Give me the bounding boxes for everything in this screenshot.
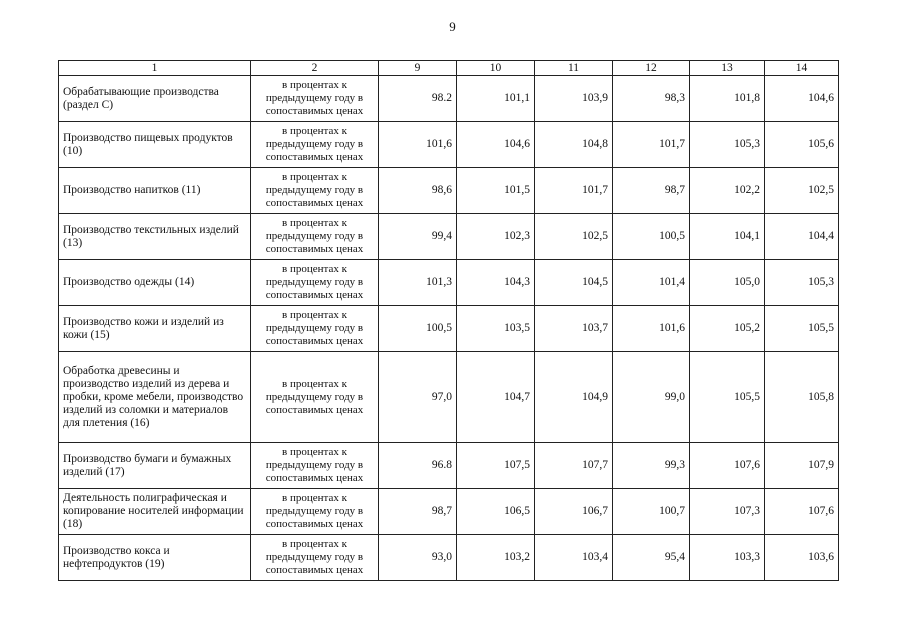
unit-cell: в процентах к предыдущему году в сопоставимых ценах [251,168,379,214]
value-cell: 103,6 [765,535,839,581]
value-cell: 103,7 [535,306,613,352]
unit-cell: в процентах к предыдущему году в сопоставимых ценах [251,214,379,260]
unit-cell: в процентах к предыдущему году в сопоставимых ценах [251,443,379,489]
value-cell: 95,4 [613,535,690,581]
value-cell: 99,0 [613,352,690,443]
table-row [59,168,839,214]
value-cell: 101,1 [457,76,535,122]
value-cell: 106,7 [535,489,613,535]
value-cell: 104,6 [457,122,535,168]
industry-name: Обрабатывающие производства (раздел С) [59,76,251,122]
value-cell: 107,7 [535,443,613,489]
unit-cell: в процентах к предыдущему году в сопоставимых ценах [251,489,379,535]
value-cell: 101,7 [613,122,690,168]
value-cell: 104,4 [765,214,839,260]
table-row [59,214,839,260]
industry-name: Производство кокса и нефтепродуктов (19) [59,535,251,581]
value-cell: 104,7 [457,352,535,443]
table-row [59,122,839,168]
table-row [59,76,839,122]
value-cell: 106,5 [457,489,535,535]
industry-name: Производство текстильных изделий (13) [59,214,251,260]
industry-name: Производство кожи и изделий из кожи (15) [59,306,251,352]
value-cell: 97,0 [379,352,457,443]
value-cell: 101,3 [379,260,457,306]
value-cell: 105,0 [690,260,765,306]
column-header: 13 [690,61,765,76]
value-cell: 104,9 [535,352,613,443]
unit-cell: в процентах к предыдущему году в сопоставимых ценах [251,76,379,122]
column-header: 1 [59,61,251,76]
industry-name: Производство одежды (14) [59,260,251,306]
value-cell: 101,4 [613,260,690,306]
table-row [59,489,839,535]
value-cell: 107,3 [690,489,765,535]
unit-cell: в процентах к предыдущему году в сопоставимых ценах [251,306,379,352]
value-cell: 99,4 [379,214,457,260]
value-cell: 101,8 [690,76,765,122]
column-header: 9 [379,61,457,76]
value-cell: 103,9 [535,76,613,122]
value-cell: 105,5 [765,306,839,352]
unit-cell: в процентах к предыдущему году в сопоставимых ценах [251,260,379,306]
value-cell: 103,2 [457,535,535,581]
table-row [59,443,839,489]
industry-name: Производство напитков (11) [59,168,251,214]
value-cell: 103,3 [690,535,765,581]
unit-cell: в процентах к предыдущему году в сопоставимых ценах [251,352,379,443]
unit-cell: в процентах к предыдущему году в сопоставимых ценах [251,122,379,168]
table-row [59,535,839,581]
value-cell: 99,3 [613,443,690,489]
value-cell: 105,8 [765,352,839,443]
industry-name: Производство пищевых продуктов (10) [59,122,251,168]
value-cell: 104,5 [535,260,613,306]
header-row [59,61,839,76]
column-header: 14 [765,61,839,76]
value-cell: 105,2 [690,306,765,352]
value-cell: 102,2 [690,168,765,214]
value-cell: 105,3 [690,122,765,168]
page-number: 9 [449,19,456,34]
industry-name: Деятельность полиграфическая и копирование носителей информации (18) [59,489,251,535]
value-cell: 102,5 [765,168,839,214]
value-cell: 93,0 [379,535,457,581]
value-cell: 103,5 [457,306,535,352]
unit-cell: в процентах к предыдущему году в сопоставимых ценах [251,535,379,581]
value-cell: 103,4 [535,535,613,581]
value-cell: 107,6 [690,443,765,489]
value-cell: 104,6 [765,76,839,122]
value-cell: 105,3 [765,260,839,306]
value-cell: 107,9 [765,443,839,489]
value-cell: 107,5 [457,443,535,489]
value-cell: 107,6 [765,489,839,535]
value-cell: 104,1 [690,214,765,260]
value-cell: 101,6 [613,306,690,352]
value-cell: 101,5 [457,168,535,214]
value-cell: 96.8 [379,443,457,489]
industry-name: Обработка древесины и производство изделий из дерева и пробки, кроме мебели, производство изделий из соломки и материалов для плетения (16) [59,352,251,443]
value-cell: 104,8 [535,122,613,168]
value-cell: 105,6 [765,122,839,168]
value-cell: 98,7 [613,168,690,214]
value-cell: 98,3 [613,76,690,122]
data-table [58,60,839,581]
value-cell: 101,7 [535,168,613,214]
value-cell: 100,5 [613,214,690,260]
value-cell: 102,3 [457,214,535,260]
table-row [59,352,839,443]
value-cell: 98,7 [379,489,457,535]
value-cell: 101,6 [379,122,457,168]
column-header: 11 [535,61,613,76]
value-cell: 104,3 [457,260,535,306]
table-row [59,260,839,306]
table-row [59,306,839,352]
value-cell: 102,5 [535,214,613,260]
value-cell: 100,5 [379,306,457,352]
column-header: 10 [457,61,535,76]
value-cell: 105,5 [690,352,765,443]
column-header: 12 [613,61,690,76]
value-cell: 98,6 [379,168,457,214]
value-cell: 98.2 [379,76,457,122]
industry-name: Производство бумаги и бумажных изделий (17) [59,443,251,489]
value-cell: 100,7 [613,489,690,535]
column-header: 2 [251,61,379,76]
